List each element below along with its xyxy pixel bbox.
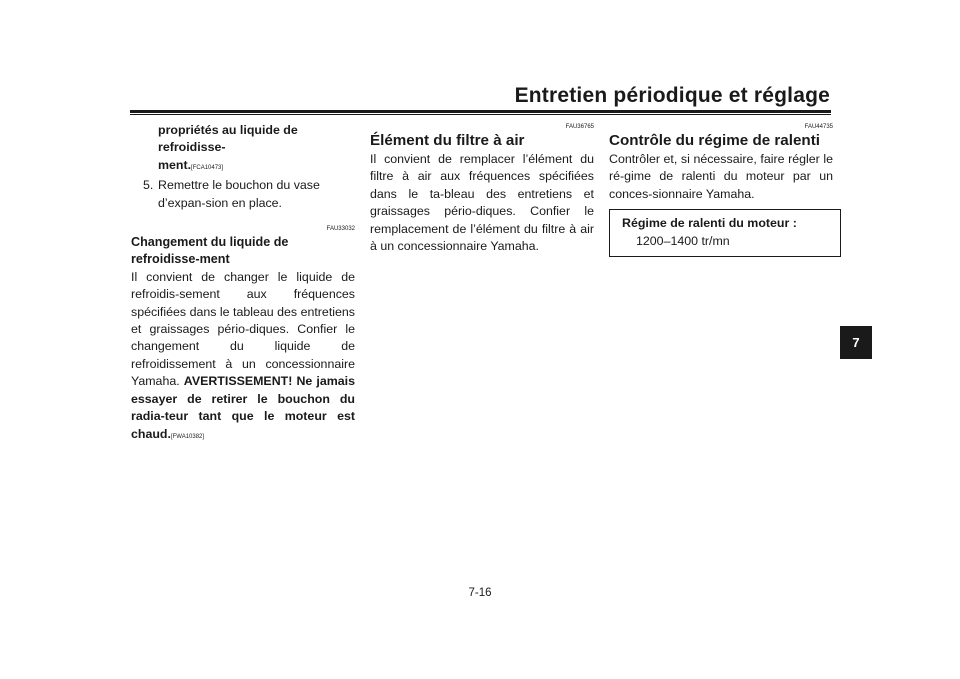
page-header-title: Entretien périodique et réglage: [514, 84, 830, 107]
section-paragraph: Contrôler et, si nécessaire, faire régler le ré-gime de ralenti du moteur par un conces-sionnaire Yamaha.: [609, 152, 833, 201]
chapter-tab: 7: [840, 326, 872, 359]
header-rule: [130, 110, 831, 113]
caution-code: [FCA10473]: [191, 164, 224, 171]
section-heading: Élément du filtre à air: [370, 132, 525, 149]
continued-caution-word: ment.: [158, 157, 192, 172]
continued-caution-end: [131, 157, 355, 177]
step-item: [131, 177, 355, 212]
section-code: FAU44735: [804, 124, 833, 130]
section-paragraph: Il convient de remplacer l’élément du filtre à air aux fréquences spécifiées dans le ta-bleau des entretiens et graissages pério-diques. Confier le remplacement de l’élément du filtre à air à un concessionnaire Yamaha.: [370, 152, 594, 254]
section-heading: Changement du liquide de refroidisse-ment: [131, 235, 289, 267]
section-paragraph: [131, 269, 355, 446]
spec-box: [609, 209, 841, 257]
header-rule-thin: [130, 114, 831, 115]
column-right: [609, 122, 833, 257]
spec-value: 1200–1400 tr/mn: [636, 233, 730, 248]
warning-text: AVERTISSEMENT! Ne jamais essayer de retirer le bouchon du radia-teur tant que le moteur est chaud.: [131, 374, 355, 441]
column-left: [131, 122, 355, 446]
paragraph-text: Il convient de changer le liquide de refroidis-sement aux fréquences spécifiées dans le tableau des entretiens et graissages pério-diques. Confier le changement du liquide de refroidissement à un concessionnaire Yamaha.: [131, 269, 355, 389]
warning-code: [FWA10382]: [170, 433, 205, 440]
step-text: Remettre le bouchon du vase d’expan-sion en place.: [158, 178, 320, 210]
section-heading: Contrôle du régime de ralenti: [609, 132, 820, 149]
section-code: FAU36765: [565, 124, 594, 130]
step-number: 5.: [143, 178, 154, 193]
spec-label: Régime de ralenti du moteur :: [622, 216, 797, 231]
continued-caution-line: propriétés au liquide de refroidisse-: [158, 123, 298, 155]
page-number: 7-16: [468, 587, 492, 599]
column-middle: [370, 122, 594, 255]
section-code: FAU33032: [326, 226, 355, 233]
